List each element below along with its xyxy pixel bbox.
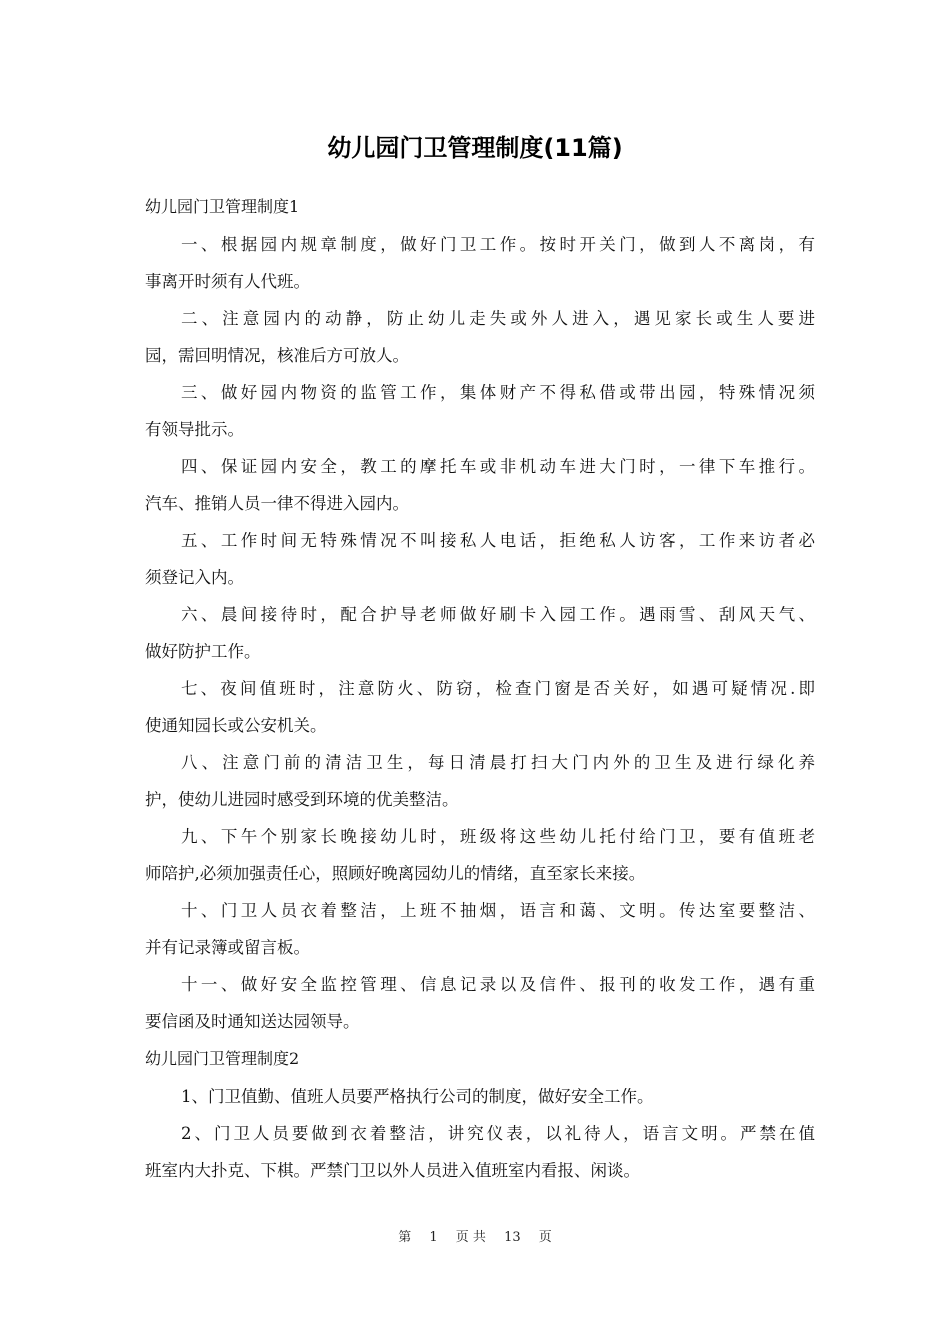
paragraph-line: 事离开时须有人代班。 [145, 272, 310, 291]
body-paragraph [145, 1115, 815, 1189]
paragraph-line: 要信函及时通知送达园领导。 [145, 1012, 360, 1031]
section-heading: 幼儿园门卫管理制度1 [145, 197, 300, 216]
paragraph-line: 四、保证园内安全，教工的摩托车或非机动车进大门时，一律下车推行。 [181, 457, 815, 476]
paragraph-line: 护，使幼儿进园时感受到环境的优美整洁。 [145, 790, 459, 809]
paragraph-line: 九、下午个别家长晚接幼儿时，班级将这些幼儿托付给门卫，要有值班老 [181, 827, 815, 846]
paragraph-line: 十、门卫人员衣着整洁，上班不抽烟，语言和蔼、文明。传达室要整洁、 [181, 901, 815, 920]
paragraph-line: 三、做好园内物资的监管工作，集体财产不得私借或带出园，特殊情况须 [181, 383, 815, 402]
body-paragraph [145, 374, 815, 448]
paragraph-line: 使通知园长或公安机关。 [145, 716, 327, 735]
paragraph-line: 二、注意园内的动静，防止幼儿走失或外人进入，遇见家长或生人要进 [181, 309, 815, 328]
body-paragraph [145, 744, 815, 818]
body-paragraph [145, 448, 815, 522]
body-paragraph [145, 670, 815, 744]
paragraph-line: 须登记入内。 [145, 568, 244, 587]
body-paragraph [145, 892, 815, 966]
body-paragraph [145, 300, 815, 374]
paragraph-line: 十一、做好安全监控管理、信息记录以及信件、报刊的收发工作，遇有重 [181, 975, 815, 994]
paragraph-line: 1、门卫值勤、值班人员要严格执行公司的制度，做好安全工作。 [181, 1087, 654, 1106]
footer-prefix: 第 [398, 1230, 412, 1245]
paragraph-line: 并有记录簿或留言板。 [145, 938, 310, 957]
body-paragraph [145, 1078, 815, 1115]
paragraph-line: 园，需回明情况，核准后方可放人。 [145, 346, 409, 365]
body-paragraph [145, 522, 815, 596]
paragraph-line: 做好防护工作。 [145, 642, 261, 661]
section-heading: 幼儿园门卫管理制度2 [145, 1049, 300, 1068]
body-paragraph [145, 818, 815, 892]
footer-page-number: 1 [429, 1230, 438, 1245]
body-paragraph [145, 226, 815, 300]
footer-suffix: 页 [538, 1230, 552, 1245]
footer-middle: 页 共 [455, 1230, 486, 1245]
paragraph-line: 七、夜间值班时，注意防火、防窃，检查门窗是否关好，如遇可疑情况.即 [181, 679, 815, 698]
paragraph-line: 一、根据园内规章制度，做好门卫工作。按时开关门，做到人不离岗，有 [181, 235, 815, 254]
footer-total-pages: 13 [504, 1230, 521, 1245]
body-paragraph [145, 966, 815, 1040]
document-body [145, 188, 815, 1189]
paragraph-line: 师陪护,必须加强责任心，照顾好晚离园幼儿的情绪，直至家长来接。 [145, 864, 646, 883]
page-footer [0, 1226, 950, 1250]
paragraph-line: 2、门卫人员要做到衣着整洁，讲究仪表，以礼待人，语言文明。严禁在值 [181, 1124, 815, 1143]
paragraph-line: 汽车、推销人员一律不得进入园内。 [145, 494, 409, 513]
paragraph-line: 有领导批示。 [145, 420, 244, 439]
paragraph-line: 班室内大扑克、下棋。严禁门卫以外人员进入值班室内看报、闲谈。 [145, 1161, 640, 1180]
paragraph-line: 五、工作时间无特殊情况不叫接私人电话，拒绝私人访客，工作来访者必 [181, 531, 815, 550]
paragraph-line: 六、晨间接待时，配合护导老师做好刷卡入园工作。遇雨雪、刮风天气、 [181, 605, 815, 624]
body-paragraph [145, 596, 815, 670]
document-title: 幼儿园门卫管理制度(11篇) [327, 134, 623, 162]
paragraph-line: 八、注意门前的清洁卫生，每日清晨打扫大门内外的卫生及进行绿化养 [181, 753, 815, 772]
